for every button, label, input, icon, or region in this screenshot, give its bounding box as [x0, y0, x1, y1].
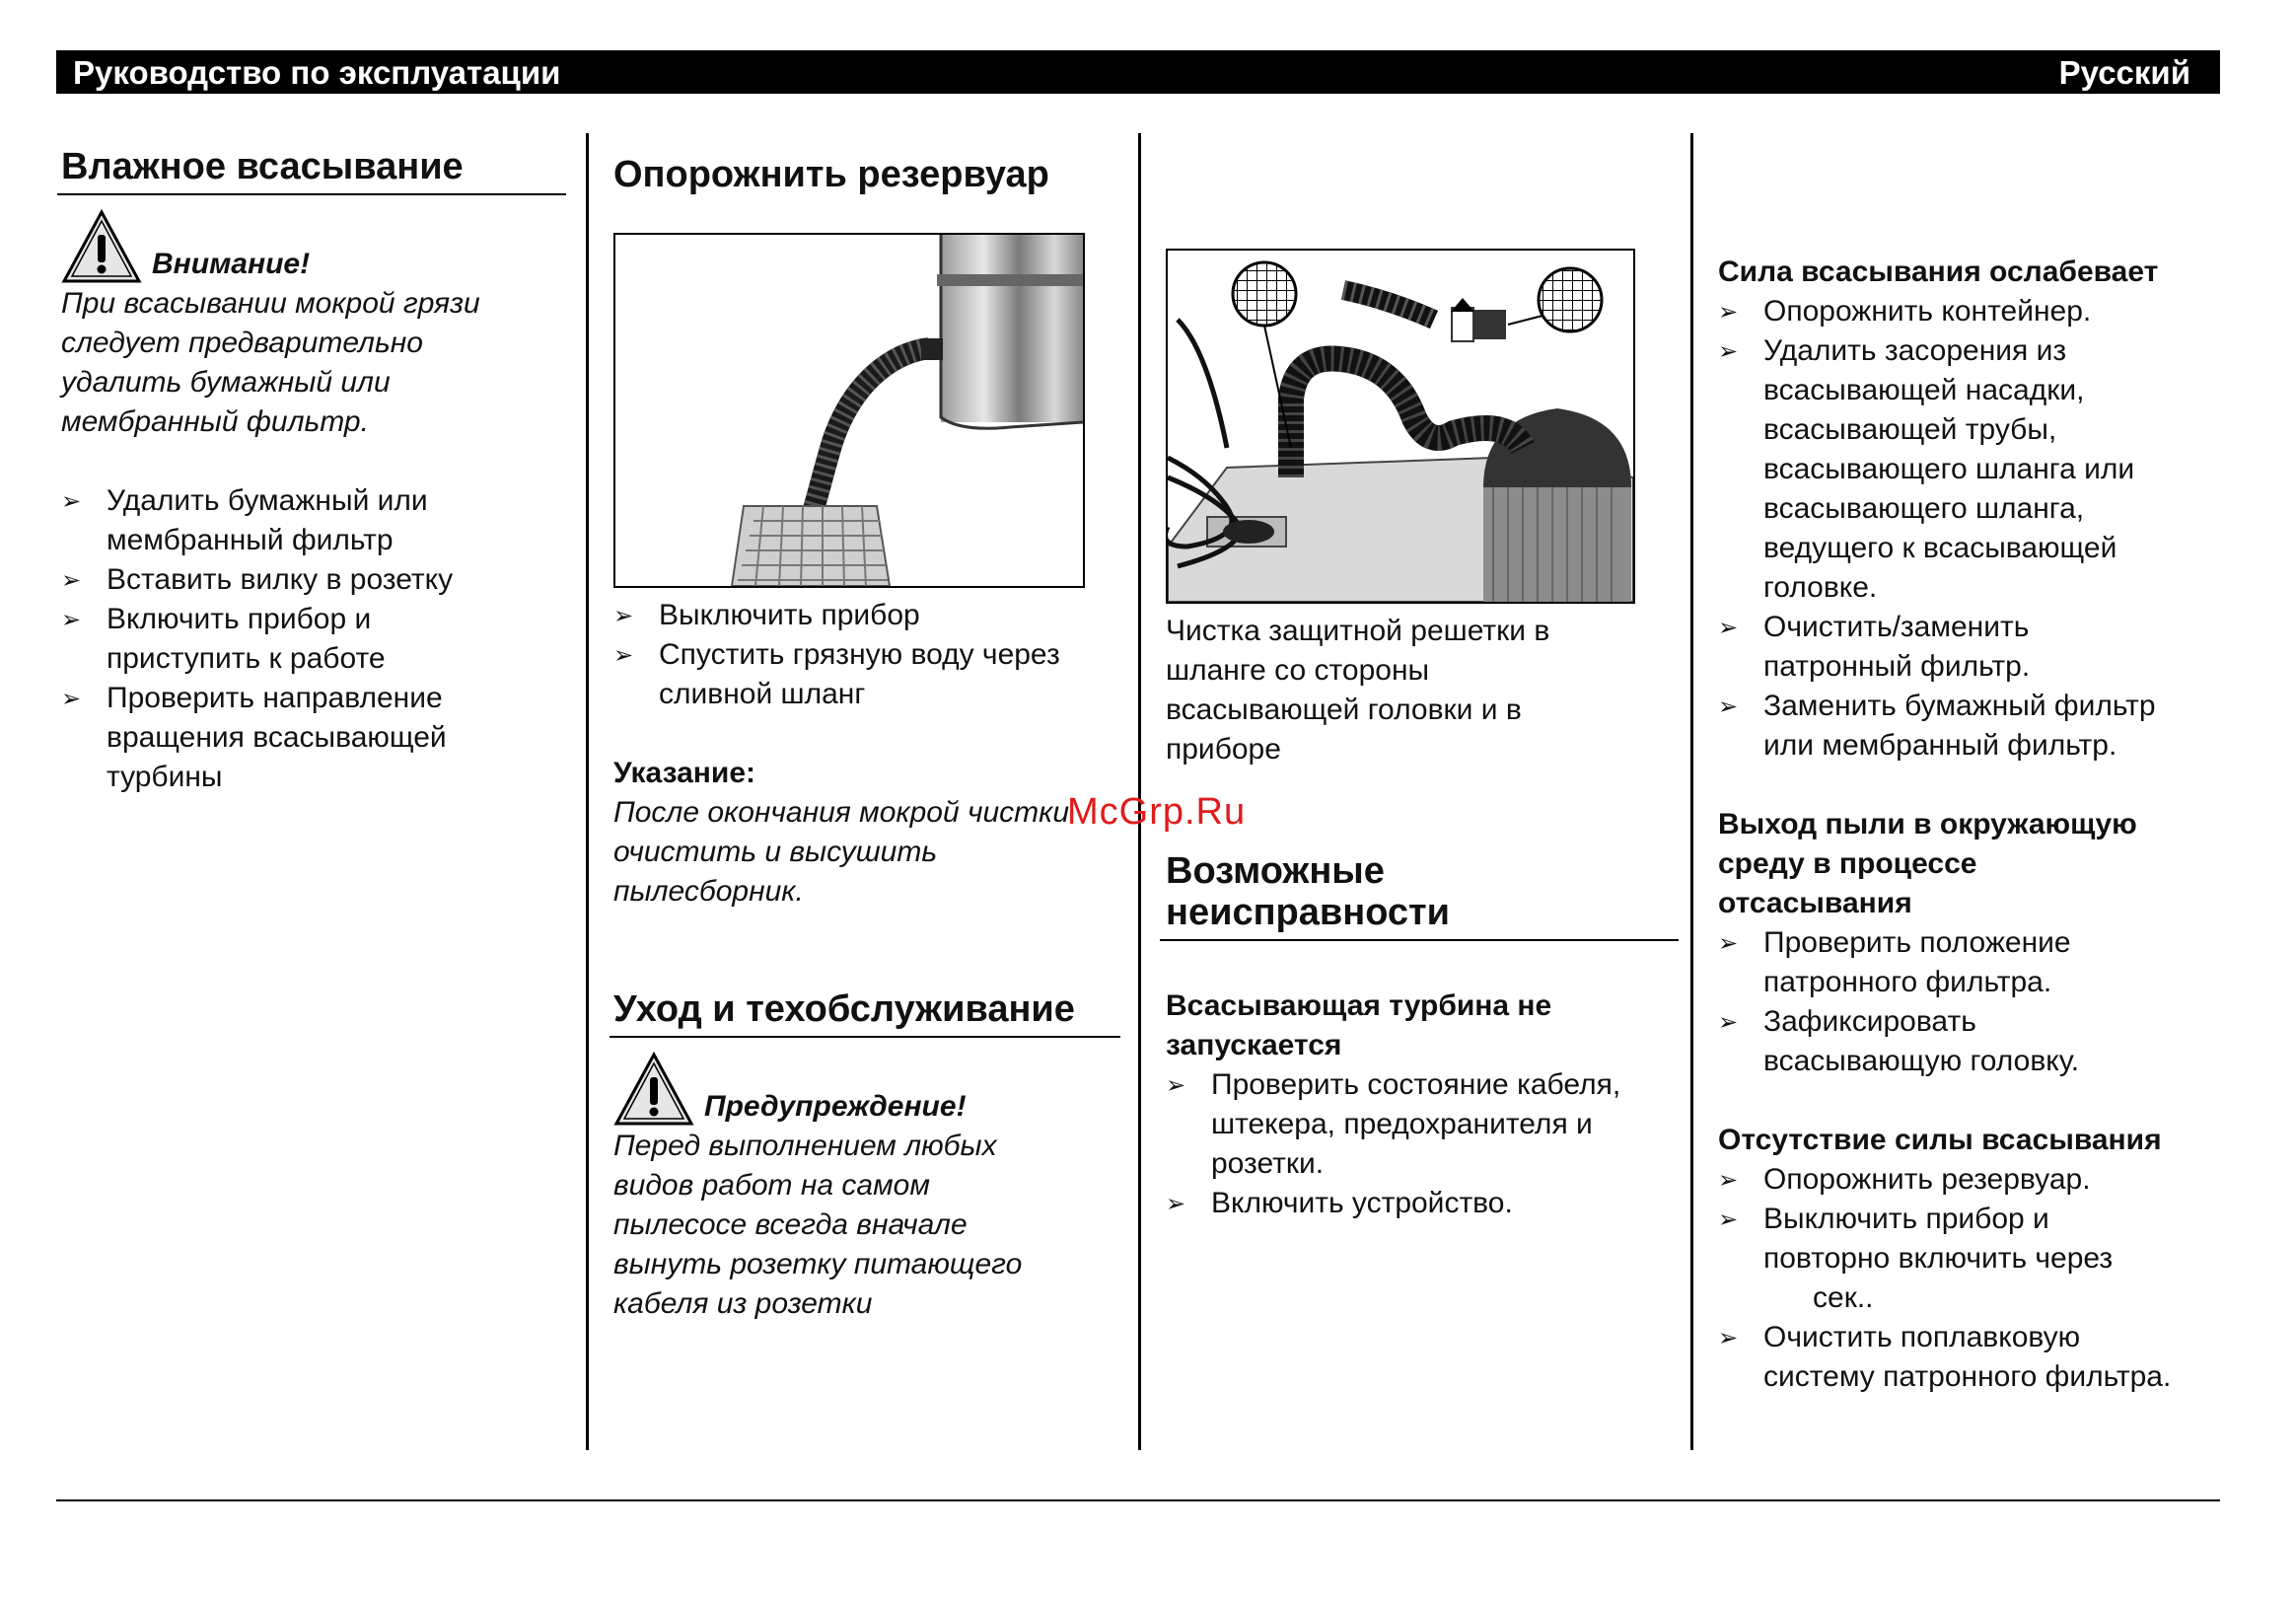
text-line: или мембранный фильтр.	[1763, 729, 2117, 762]
section-title-wet-suction: Влажное всасывание	[57, 146, 566, 195]
text-line: систему патронного фильтра.	[1763, 1360, 2172, 1393]
protective-grille-illustration	[1168, 251, 1633, 602]
list-item	[1718, 331, 2231, 608]
text-line: ➢ Опорожнить контейнер.	[1763, 295, 2092, 328]
text-line: шланге со стороны	[1166, 654, 1430, 687]
text-line: ➢ Проверить направление	[107, 682, 443, 714]
warning-triangle-icon	[61, 209, 142, 284]
drain-hose-illustration	[615, 235, 1083, 586]
text-line: мембранный фильтр	[107, 524, 394, 556]
text-line: ➢ Вставить вилку в розетку	[107, 563, 454, 596]
list-item	[61, 481, 564, 560]
text-line: ➢ Выключить прибор и	[1763, 1203, 2049, 1235]
language-label: Русский	[2058, 54, 2190, 91]
list-item	[1718, 1002, 2231, 1081]
text-line: очистить и высушить	[613, 836, 938, 868]
footer-rule	[56, 1499, 2220, 1501]
text-line: приборе	[1166, 733, 1281, 766]
problem-heading: Сила всасывания ослабевает	[1718, 256, 2159, 288]
warning-text	[613, 1127, 1118, 1324]
text-line: головке.	[1763, 571, 1878, 604]
problem-heading: Отсутствие силы всасывания	[1718, 1124, 2162, 1156]
list-item	[1166, 1184, 1671, 1223]
text-line: мембранный фильтр.	[61, 405, 369, 438]
text-line: ➢ Проверить положение	[1763, 926, 2071, 959]
text-line: ➢ Удалить бумажный или	[107, 484, 428, 517]
list-item	[1166, 1065, 1671, 1184]
text-line: ➢ Выключить прибор	[659, 599, 920, 631]
text-line: ➢ Опорожнить резервуар.	[1763, 1163, 2091, 1196]
text-line: ➢ Проверить состояние кабеля,	[1211, 1068, 1621, 1101]
text-line: всасывающего шланга или	[1763, 453, 2135, 485]
warning-line	[613, 1052, 1118, 1127]
text-line: удалить бумажный или	[61, 366, 391, 399]
text-line: При всасывании мокрой грязи	[61, 287, 480, 320]
text-line: следует предварительно	[61, 327, 423, 359]
list-item	[1718, 1200, 2231, 1318]
text-line: патронного фильтра.	[1763, 966, 2052, 998]
text-line: патронный фильтр.	[1763, 650, 2031, 683]
text-line: После окончания мокрой чистки	[613, 796, 1070, 829]
text-line: ➢ Очистить/заменить	[1763, 611, 2030, 643]
text-line: среду в процессе	[1718, 847, 1977, 880]
problem-heading	[1166, 986, 1671, 1065]
text-line: розетки.	[1211, 1147, 1325, 1180]
text-line: штекера, предохранителя и	[1211, 1108, 1593, 1140]
text-line: турбины	[107, 761, 223, 793]
list-item	[1718, 608, 2231, 687]
manual-title: Руководство по эксплуатации	[73, 54, 561, 91]
list-item	[1718, 292, 2231, 331]
photo-caption	[1166, 612, 1671, 769]
column-divider	[586, 133, 589, 1450]
text-line: приступить к работе	[107, 642, 386, 675]
text-line: ➢ Зафиксировать	[1763, 1005, 1976, 1038]
text-line: всасывающего шланга,	[1763, 492, 2085, 525]
text-line: Всасывающая турбина не	[1166, 989, 1552, 1022]
text-line: неисправности	[1166, 892, 1451, 933]
warning-label: Предупреждение!	[704, 1090, 967, 1123]
column-troubleshooting	[1166, 146, 1671, 1223]
steps-list	[1166, 1065, 1671, 1223]
text-line: видов работ на самом	[613, 1169, 930, 1202]
text-line: ➢ Спустить грязную воду через	[659, 638, 1060, 671]
text-line: всасывающей трубы,	[1763, 413, 2057, 446]
list-item	[613, 596, 1118, 635]
text-line: ➢ Включить прибор и	[107, 603, 372, 635]
section-title-malfunctions	[1160, 850, 1679, 941]
text-line: ➢ Удалить засорения из	[1763, 334, 2067, 367]
text-line: Перед выполнением любых	[613, 1130, 997, 1162]
text-line: вынуть розетку питающего	[613, 1248, 1023, 1280]
warning-triangle-icon	[613, 1052, 694, 1127]
text-line: кабеля из розетки	[613, 1287, 873, 1320]
steps-list	[613, 596, 1118, 714]
list-item	[1718, 1160, 2231, 1200]
warning-label: Внимание!	[152, 248, 311, 280]
column-divider	[1690, 133, 1693, 1450]
text-line: всасывающую головку.	[1763, 1045, 2080, 1077]
list-item	[613, 635, 1118, 714]
column-troubleshooting-continued	[1718, 146, 2231, 1397]
header-bar	[56, 50, 2220, 94]
text-line: Выход пыли в окружающую	[1718, 808, 2137, 840]
section-title-maintenance: Уход и техобслуживание	[610, 988, 1120, 1038]
text-line: Чистка защитной решетки в	[1166, 615, 1550, 647]
text-line: пылесосе всегда вначале	[613, 1208, 968, 1241]
list-item	[1718, 923, 2231, 1002]
list-item	[61, 560, 564, 600]
text-line: Возможные	[1166, 850, 1385, 892]
text-line: сек..	[1763, 1281, 1874, 1314]
text-line: всасывающей насадки,	[1763, 374, 2085, 406]
text-line: ➢ Включить устройство.	[1211, 1187, 1513, 1219]
column-wet-suction	[61, 146, 564, 797]
text-line: пылесборник.	[613, 875, 804, 908]
steps-list	[1718, 1160, 2231, 1397]
protective-grille-photo	[1166, 249, 1635, 604]
drain-hose-photo	[613, 233, 1085, 588]
list-item	[61, 679, 564, 797]
column-empty-tank	[613, 146, 1118, 1324]
steps-list	[61, 481, 564, 797]
text-line: отсасывания	[1718, 887, 1912, 919]
text-line: ➢ Очистить поплавковую	[1763, 1321, 2081, 1353]
steps-list	[1718, 923, 2231, 1081]
text-line: ведущего к всасывающей	[1763, 532, 2117, 564]
text-line: запускается	[1166, 1029, 1342, 1061]
text-line: вращения всасывающей	[107, 721, 447, 754]
note-label: Указание:	[613, 757, 756, 789]
list-item	[61, 600, 564, 679]
steps-list	[1718, 292, 2231, 766]
problem-heading	[1718, 805, 2231, 923]
list-item	[1718, 1318, 2231, 1397]
note-text	[613, 793, 1118, 912]
watermark: McGrp.Ru	[1067, 791, 1247, 833]
warning-text	[61, 284, 564, 442]
text-line: сливной шланг	[659, 678, 866, 710]
warning-line	[61, 209, 564, 284]
list-item	[1718, 687, 2231, 766]
text-line: повторно включить через	[1763, 1242, 2114, 1275]
section-title-empty-tank: Опорожнить резервуар	[613, 154, 1049, 195]
text-line: ➢ Заменить бумажный фильтр	[1763, 690, 2156, 722]
text-line: всасывающей головки и в	[1166, 694, 1522, 726]
